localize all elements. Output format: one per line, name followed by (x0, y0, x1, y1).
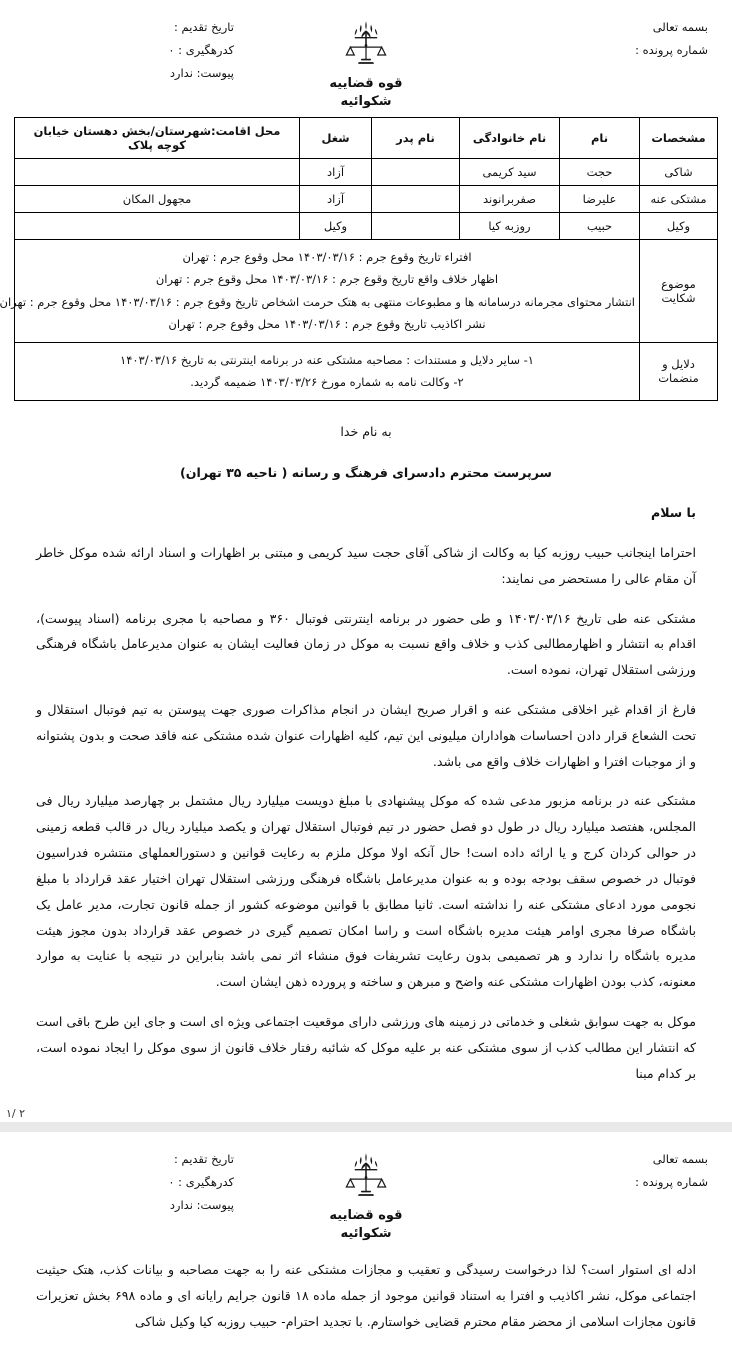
col-header-job: شغل (300, 118, 372, 159)
col-header-identity: مشخصات (640, 118, 718, 159)
subject-line-1: افتراء تاریخ وقوع جرم : ۱۴۰۳/۰۳/۱۶ محل وقوع جرم : تهران (182, 250, 472, 264)
col-header-last-name: نام خانوادگی (460, 118, 560, 159)
tracking-code-label: کدرهگیری : ۰ (168, 1175, 234, 1190)
cell-first-name: حجت (560, 159, 640, 186)
case-number-label: شماره پرونده : (635, 43, 708, 57)
body-paragraph-4: مشتکی عنه در برنامه مزبور مدعی شده که موکل پیشنهادی با مبلغ دویست میلیارد ریال مشتمل بر چهارصد میلیارد ریال فی المجلس، هفتصد میلیارد ریال در طول دو فصل حضور در تیم فوتبال استقلال تهران و یکصد میلیارد ریال در قالب قطعه زمینی در حوالی کردان کرج و یا ارائه داده است! حال آنکه اولا موکل ملزم به رعایت قوانین و دستورالعملهای منتشره فدراسیون فوتبال در خصوص سقف بودجه بوده و به عنوان مدیرعامل باشگاه فرهنگی ورزشی استقلال تهران اختیار عقد قرارداد با مبلغ نجومی مورد ادعای مشتکی عنه را نداشته است. ثانیا مطابق با قوانین موضوعه کشور از جمله قانون تجارت، مدیر عامل یک باشگاه صرفا مجری اوامر هیئت مدیره باشگاه است و راسا امکان تصمیم گیری در خصوص عقد قرارداد بدون مجوز هیئت مدیره باشگاه را ندارد و هر تصمیمی بدون رعایت تشریفات فوق منشاء اثر نمی باشد بنابراین در نتیجه با عنایت به موارد معنونه، کذب بودن اظهارات مشتکی عنه واضح و مبرهن و ساخته و پرورده ذهن ایشان است. (36, 793, 696, 990)
iran-judiciary-emblem-icon (338, 1150, 394, 1206)
header-center-block-2 (234, 1148, 498, 1241)
submit-date-label: تاریخ تقدیم : (174, 1152, 234, 1167)
body2-paragraph-1: ادله ای استوار است؟ لذا درخواست رسیدگی و تعقیب و مجازات مشتکی عنه را به جهت مصاحبه و بیانات کذب، هتک حیثیت اجتماعی موکل، نشر اکاذیب و افترا به استناد قوانین موجود از جمله ماده ۱۸ قانون جرایم رایانه ای و ماده ۶۹۸ بخش تعزیرات قانون مجازات اسلامی از محضر مقام محترم قضایی خواستارم. با تجدید احترام- حبیب روزبه کیا وکیل شاکی (36, 1262, 696, 1330)
attachment-label: پیوست: ندارد (169, 1198, 234, 1213)
cell-first-name: حبیب (560, 213, 640, 240)
cell-father-name (372, 159, 460, 186)
complaint-subject-label: موضوع شکایت (640, 240, 718, 343)
cell-last-name: سید کریمی (460, 159, 560, 186)
col-header-first-name: نام (560, 118, 640, 159)
body-paragraph-1: احتراما اینجانب حبیب روزبه کیا به وکالت از شاکی آقای حجت سید کریمی و مبتنی بر اظهارات و اسناد ارائه شده موکل خاطر آن مقام عالی را مستحضر می نمایند: (36, 544, 696, 586)
cell-last-name: صفربرانوند (460, 186, 560, 213)
col-header-address: محل اقامت:شهرستان/بخش دهستان خیابان کوچه پلاک (15, 118, 300, 159)
besmeh-text: بسمه تعالی (652, 1152, 708, 1167)
document-title: شکوائیه (340, 1226, 392, 1242)
complaint-subject-row (15, 240, 718, 343)
cell-address: مجهول المکان (15, 186, 300, 213)
organization-name: قوه قضاییه (329, 1208, 403, 1224)
tracking-code-label: کدرهگیری : ۰ (168, 43, 234, 57)
row-role-attorney: وکیل (640, 213, 718, 240)
evidence-cell (15, 342, 640, 400)
evidence-line-2: ۲- وکالت نامه به شماره مورخ ۱۴۰۳/۰۳/۲۶ ضمیمه گردید. (190, 375, 464, 390)
organization-name: قوه قضاییه (329, 76, 403, 91)
body-paragraph-2: مشتکی عنه طی تاریخ ۱۴۰۳/۰۳/۱۶ و طی حضور در برنامه اینترنتی فوتبال ۳۶۰ و مصاحبه با مجری برنامه (اسناد پیوست)، اقدام به انتشار و اظهارمطالبی کذب و خلاف واقع نسبت به موکل در زمان فعالیت ایشان به عنوان مدیرعامل باشگاه فرهنگی ورزشی استقلال تهران، نموده است. (36, 610, 696, 678)
table-row (15, 159, 718, 186)
header-left-block-2 (20, 1148, 234, 1217)
document-header-2 (14, 1142, 718, 1243)
cell-job: آزاد (300, 159, 372, 186)
complaint-subject-cell (0, 240, 640, 343)
parties-table (0, 117, 718, 401)
cell-address (15, 159, 300, 186)
cell-father-name (372, 186, 460, 213)
page-separator (0, 1122, 732, 1132)
table-header-row (15, 118, 718, 159)
document-body (14, 401, 718, 1109)
cell-first-name: علیرضا (560, 186, 640, 213)
case-number-label: شماره پرونده : (635, 1175, 708, 1190)
subject-line-2: اظهار خلاف واقع تاریخ وقوع جرم : ۱۴۰۳/۰۳/۱۶ محل وقوع جرم : تهران (155, 272, 499, 287)
row-role-defendant: مشتکی عنه (640, 186, 718, 213)
document-header (14, 10, 718, 111)
cell-job: وکیل (300, 213, 372, 240)
header-right-block-2 (498, 1148, 712, 1194)
header-right-block (498, 16, 712, 62)
body-paragraph-3: فارغ از اقدام غیر اخلاقی مشتکی عنه و اقرار صریح ایشان در انجام مذاکرات صوری جهت پیوستن به تیم فوتبال استقلال و تحت الشعاع قرار دادن احساسات هواداران میلیونی این تیم، کلیه اظهارات عنوان شده مشتکی عنه فاقد صحت و بدون پشتوانه و از موجبات افترا و اظهارات خلاف واقع می باشد. (36, 702, 696, 769)
document-title: شکوائیه (340, 94, 392, 109)
evidence-row (15, 342, 718, 400)
cell-job: آزاد (300, 186, 372, 213)
table-row (15, 213, 718, 240)
attachment-label: پیوست: ندارد (169, 66, 234, 80)
cell-father-name (372, 213, 460, 240)
iran-judiciary-emblem-icon (338, 18, 394, 74)
page-number: ۲ /۱ (6, 1107, 26, 1121)
greeting-line: با سلام (650, 505, 696, 521)
body-paragraph-5: موکل به جهت سوابق شغلی و خدماتی در زمینه های ورزشی دارای موقعیت اجتماعی ویژه ای است و جای این طرح باقی است که انتشار این مطالب کذب از سوی مشتکی عنه بر علیه موکل که شائبه رفتار خلاف قانون از سوی موکل را ایجاد نموده است، بر کدام مبنا (36, 1013, 696, 1081)
cell-last-name: روزبه کیا (460, 213, 560, 240)
besmeh-text: بسمه تعالی (652, 20, 708, 34)
col-header-father-name: نام پدر (372, 118, 460, 159)
table-row (15, 186, 718, 213)
cell-address (15, 213, 300, 240)
subject-line-4: نشر اکاذیب تاریخ وقوع جرم : ۱۴۰۳/۰۳/۱۶ محل وقوع جرم : تهران (168, 317, 486, 332)
header-center-block (234, 16, 498, 109)
invocation-text: به نام خدا (340, 423, 392, 439)
addressee-line: سرپرست محترم دادسرای فرهنگ و رسانه ( ناحیه ۳۵ تهران) (180, 465, 552, 481)
evidence-label: دلایل و منضمات (640, 342, 718, 400)
subject-line-3: انتشار محتوای مجرمانه درسامانه ها و مطبوعات منتهی به هتک حرمت اشخاص تاریخ وقوع جرم : ۱۴۰۳/۰۳/۱۶ محل وقوع جرم : تهران (0, 294, 635, 309)
sheet-2 (0, 1132, 732, 1364)
document-body-continued (14, 1243, 718, 1356)
evidence-line-1: ۱- سایر دلایل و مستندات : مصاحبه مشتکی عنه در برنامه اینترنتی به تاریخ ۱۴۰۳/۰۳/۱۶ (120, 352, 534, 367)
row-role-plaintiff: شاکی (640, 159, 718, 186)
submit-date-label: تاریخ تقدیم : (174, 20, 234, 34)
header-left-block (20, 16, 234, 85)
